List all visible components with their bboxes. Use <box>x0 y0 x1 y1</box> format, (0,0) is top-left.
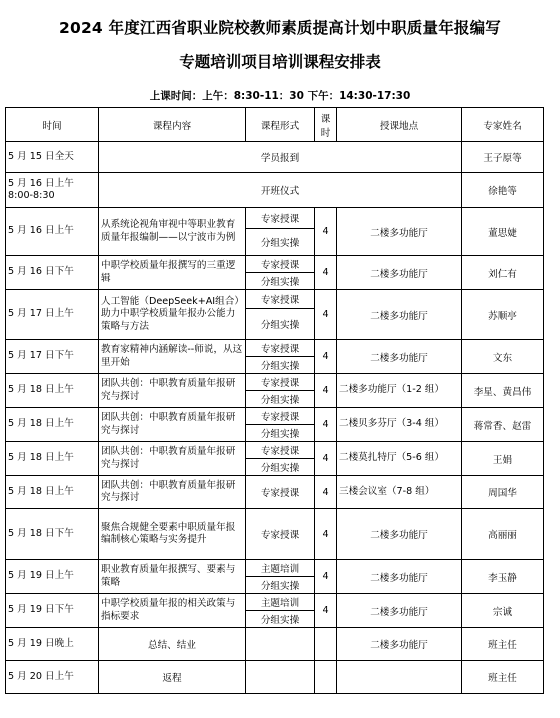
cell-hours <box>315 628 337 661</box>
schedule-table <box>5 107 544 694</box>
cell-hours <box>315 661 337 694</box>
cell-time: 5 月 18 日上午 <box>6 408 99 442</box>
cell-form: 专家授课 <box>246 340 315 357</box>
cell-time: 5 月 18 日下午 <box>6 509 99 560</box>
header-hours: 课时 <box>315 108 337 142</box>
cell-expert: 文东 <box>462 340 544 374</box>
class-hours: 上课时间：上午：8:30-11：30 下午：14:30-17:30 <box>149 90 411 102</box>
cell-expert: 徐艳等 <box>462 173 544 208</box>
cell-content: 聚焦合规健全要素中职质量年报编制核心策略与实务提升 <box>99 509 246 560</box>
cell-content: 开班仪式 <box>99 173 462 208</box>
cell-time: 5 月 16 日上午 8:00-8:30 <box>6 173 99 208</box>
cell-hours: 4 <box>315 208 337 256</box>
cell-place: 二楼莫扎特厅（5-6 组） <box>337 442 462 476</box>
table-row <box>6 442 544 459</box>
cell-time: 5 月 16 日下午 <box>6 256 99 290</box>
table-row <box>6 340 544 357</box>
table-row <box>6 560 544 577</box>
cell-expert: 李玉静 <box>462 560 544 594</box>
cell-form: 分组实操 <box>246 459 315 476</box>
cell-form: 专家授课 <box>246 290 315 309</box>
cell-hours: 4 <box>315 560 337 594</box>
cell-expert: 董思婕 <box>462 208 544 256</box>
table-row <box>6 509 544 560</box>
cell-expert: 宗诚 <box>462 594 544 628</box>
cell-place: 二楼多功能厅 <box>337 256 462 290</box>
cell-place: 二楼多功能厅 <box>337 340 462 374</box>
cell-place: 二楼多功能厅 <box>337 208 462 256</box>
cell-time: 5 月 19 日晚上 <box>6 628 99 661</box>
cell-expert: 高丽丽 <box>462 509 544 560</box>
table-row <box>6 408 544 425</box>
cell-expert: 班主任 <box>462 661 544 694</box>
cell-form: 专家授课 <box>246 408 315 425</box>
cell-hours: 4 <box>315 509 337 560</box>
cell-form: 主题培训 <box>246 594 315 611</box>
cell-place: 二楼多功能厅 <box>337 290 462 340</box>
cell-time: 5 月 15 日全天 <box>6 142 99 173</box>
cell-expert: 刘仁有 <box>462 256 544 290</box>
cell-time: 5 月 20 日上午 <box>6 661 99 694</box>
cell-hours: 4 <box>315 408 337 442</box>
cell-expert: 周国华 <box>462 476 544 509</box>
cell-place: 二楼多功能厅 <box>337 594 462 628</box>
header-place: 授课地点 <box>337 108 462 142</box>
table-header-row <box>6 108 544 142</box>
table-row <box>6 173 544 208</box>
cell-hours: 4 <box>315 340 337 374</box>
cell-time: 5 月 18 日上午 <box>6 442 99 476</box>
header-content: 课程内容 <box>99 108 246 142</box>
cell-form: 分组实操 <box>246 309 315 340</box>
cell-place: 二楼多功能厅 <box>337 560 462 594</box>
cell-form: 专家授课 <box>246 256 315 273</box>
cell-content: 人工智能（DeepSeek+AI组合）助力中职学校质量年报办公能力策略与方法 <box>99 290 246 340</box>
cell-form: 分组实操 <box>246 577 315 594</box>
cell-form: 主题培训 <box>246 560 315 577</box>
cell-form: 专家授课 <box>246 476 315 509</box>
table-row <box>6 374 544 391</box>
cell-time: 5 月 17 日下午 <box>6 340 99 374</box>
table-row <box>6 661 544 694</box>
cell-hours: 4 <box>315 374 337 408</box>
cell-content: 中职学校质量年报的相关政策与指标要求 <box>99 594 246 628</box>
table-row <box>6 208 544 229</box>
cell-time: 5 月 19 日上午 <box>6 560 99 594</box>
cell-content: 总结、结业 <box>99 628 246 661</box>
cell-content: 团队共创：中职教育质量年报研究与探讨 <box>99 374 246 408</box>
cell-expert: 苏顺亭 <box>462 290 544 340</box>
cell-content: 团队共创：中职教育质量年报研究与探讨 <box>99 408 246 442</box>
cell-place <box>337 661 462 694</box>
cell-hours: 4 <box>315 442 337 476</box>
cell-place: 三楼会议室（7-8 组） <box>337 476 462 509</box>
cell-place: 二楼多功能厅 <box>337 509 462 560</box>
cell-content: 中职学校质量年报撰写的三重逻辑 <box>99 256 246 290</box>
cell-expert: 李星、黄昌伟 <box>462 374 544 408</box>
cell-form: 分组实操 <box>246 229 315 256</box>
document-title: 2024 年度江西省职业院校教师素质提高计划中职质量年报编写 <box>58 19 502 37</box>
table-row <box>6 290 544 309</box>
cell-time: 5 月 18 日上午 <box>6 476 99 509</box>
cell-time: 5 月 18 日上午 <box>6 374 99 408</box>
cell-content: 职业教育质量年报撰写、要素与策略 <box>99 560 246 594</box>
cell-place: 二楼贝多芬厅（3-4 组） <box>337 408 462 442</box>
cell-hours: 4 <box>315 256 337 290</box>
cell-content: 团队共创：中职教育质量年报研究与探讨 <box>99 442 246 476</box>
table-row <box>6 256 544 273</box>
cell-form: 分组实操 <box>246 391 315 408</box>
cell-time: 5 月 19 日下午 <box>6 594 99 628</box>
cell-hours: 4 <box>315 290 337 340</box>
cell-place: 二楼多功能厅 <box>337 628 462 661</box>
cell-expert: 蒋常香、赵雷 <box>462 408 544 442</box>
cell-form <box>246 661 315 694</box>
cell-hours: 4 <box>315 594 337 628</box>
cell-form <box>246 628 315 661</box>
cell-time: 5 月 16 日上午 <box>6 208 99 256</box>
header-expert: 专家姓名 <box>462 108 544 142</box>
cell-content: 返程 <box>99 661 246 694</box>
cell-hours: 4 <box>315 476 337 509</box>
cell-form: 分组实操 <box>246 273 315 290</box>
table-row <box>6 594 544 611</box>
cell-form: 专家授课 <box>246 509 315 560</box>
cell-form: 专家授课 <box>246 208 315 229</box>
table-row <box>6 628 544 661</box>
cell-place: 二楼多功能厅（1-2 组） <box>337 374 462 408</box>
header-time: 时间 <box>6 108 99 142</box>
cell-expert: 王子原等 <box>462 142 544 173</box>
cell-content: 从系统论视角审视中等职业教育质量年报编制——以宁波市为例 <box>99 208 246 256</box>
cell-content: 教育家精神内涵解读--师说，从这里开始 <box>99 340 246 374</box>
cell-form: 分组实操 <box>246 611 315 628</box>
table-row <box>6 142 544 173</box>
cell-form: 分组实操 <box>246 425 315 442</box>
header-form: 课程形式 <box>246 108 315 142</box>
cell-expert: 班主任 <box>462 628 544 661</box>
cell-time: 5 月 17 日上午 <box>6 290 99 340</box>
cell-form: 专家授课 <box>246 374 315 391</box>
cell-expert: 王娟 <box>462 442 544 476</box>
cell-content: 学员报到 <box>99 142 462 173</box>
cell-form: 分组实操 <box>246 357 315 374</box>
cell-content: 团队共创：中职教育质量年报研究与探讨 <box>99 476 246 509</box>
table-row <box>6 476 544 509</box>
document-subtitle: 专题培训项目培训课程安排表 <box>179 53 381 71</box>
cell-form: 专家授课 <box>246 442 315 459</box>
